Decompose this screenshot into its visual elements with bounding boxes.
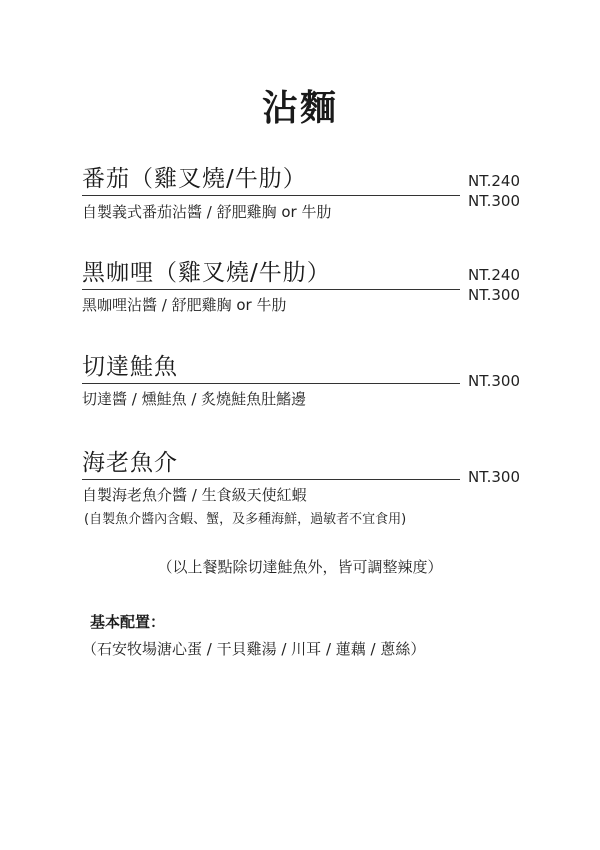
spice-footnote: （以上餐點除切達鮭魚外，皆可調整辣度） [157, 558, 443, 576]
menu-item-description: 黑咖哩沾醬 / 舒肥雞胸 or 牛肋 [82, 296, 287, 314]
divider [82, 383, 460, 384]
basic-setup-items: （石安牧場溏心蛋 / 干貝雞湯 / 川耳 / 蓮藕 / 蔥絲） [82, 640, 426, 658]
menu-item [82, 352, 542, 408]
menu-item-description: 自製義式番茄沾醬 / 舒肥雞胸 or 牛肋 [82, 203, 332, 221]
divider [82, 479, 460, 480]
menu-item-description: 自製海老魚介醬 / 生食級天使紅蝦 [82, 486, 307, 504]
menu-item-name: 海老魚介 [82, 450, 178, 476]
basic-setup-title: 基本配置： [90, 613, 166, 631]
divider [82, 289, 460, 290]
menu-item-name: 黑咖哩（雞叉燒/牛肋） [82, 260, 331, 286]
allergy-note: (自製魚介醬內含蝦、蟹，及多種海鮮，過敏者不宜食用) [84, 512, 407, 527]
price: NT.300 [468, 192, 521, 210]
price: NT.300 [468, 372, 521, 390]
menu-item [82, 258, 542, 314]
price-list [468, 371, 520, 391]
menu-title: 沾麵 [261, 88, 338, 129]
price-list [468, 467, 520, 487]
menu-item-description: 切達醬 / 燻鮭魚 / 炙燒鮭魚肚鰭邊 [82, 390, 307, 408]
menu-item-name: 切達鮭魚 [82, 354, 178, 380]
menu-item [82, 448, 542, 527]
price: NT.300 [468, 286, 521, 304]
price-list [468, 265, 520, 305]
divider [82, 195, 460, 196]
menu-item [82, 164, 542, 221]
price: NT.240 [468, 266, 521, 284]
price: NT.240 [468, 172, 521, 190]
menu-item-name: 番茄（雞叉燒/牛肋） [82, 166, 307, 192]
price: NT.300 [468, 468, 521, 486]
price-list [468, 171, 520, 211]
